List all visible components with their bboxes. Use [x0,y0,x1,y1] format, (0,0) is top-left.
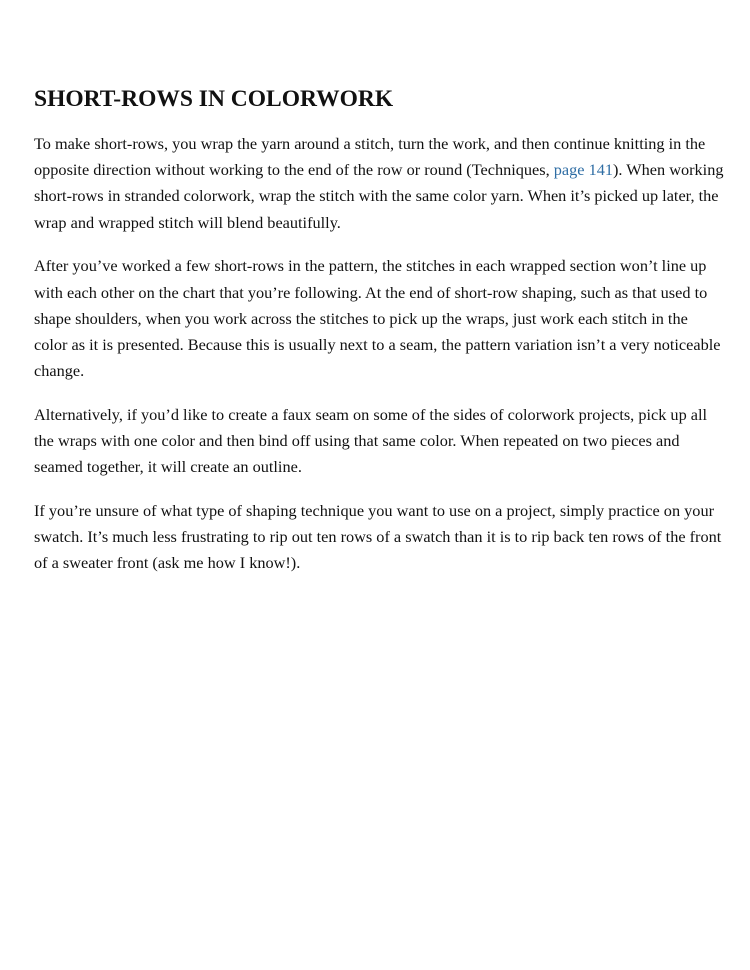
paragraph-swatch-practice: If you’re unsure of what type of shaping technique you want to use on a project, simply practice on your swatch. It’s much less frustrating to rip out ten rows of a swatch than it is to rip back ten rows of the front of a sweater front (ask me how I know!). [34,500,722,573]
page-content [34,84,724,594]
paragraph-text: To make short-rows, you wrap the yarn around a stitch, turn the work, and then continue knitting in the opposite direction without working to the end of the row or round (Techniques, [34,134,706,180]
page-link[interactable]: page 141 [553,160,613,180]
paragraph-faux-seam: Alternatively, if you’d like to create a faux seam on some of the sides of colorwork projects, pick up all the wraps with one color and then bind off using that same color. When repeated on two pieces and seamed together, it will create an outline. [34,404,708,477]
paragraph-wrapped-sections: After you’ve worked a few short-rows in the pattern, the stitches in each wrapped section won’t line up with each other on the chart that you’re following. At the end of short-row shaping, such as that used to shape shoulders, when you work across the stitches to pick up the wraps, just work each stitch in the color as it is presented. Because this is usually next to a seam, the pattern variation isn’t a very noticeable change. [34,256,721,381]
paragraph-short-rows-intro [34,131,724,236]
section-title: SHORT-ROWS IN COLORWORK [34,86,394,112]
paragraph-text: ). When working short-rows in stranded colorwork, wrap the stitch with the same color yarn. When it’s picked up later, the wrap and wrapped stitch will blend beautifully. [34,160,724,232]
